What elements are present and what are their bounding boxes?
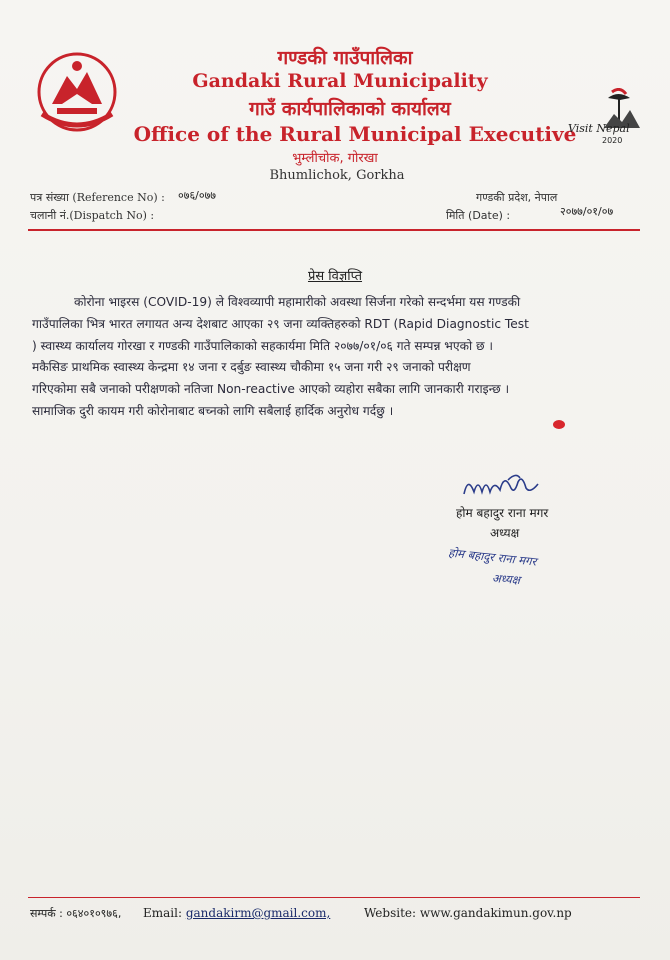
footer-divider [28,897,640,898]
office-name-np: गाउँ कार्यपालिकाको कार्यालय [249,98,451,120]
signer-name: होम बहादुर राना मगर [456,506,549,520]
reference-label: पत्र संख्या (Reference No) : [30,191,165,204]
notice-line: मकैसिङ प्राथमिक स्वास्थ्य केन्द्रमा १४ जना र दर्बुङ स्वास्थ्य चौकीमा १५ जना गरी २९ जनाको परीक्षण [32,360,471,375]
notice-line: ) स्वास्थ्य कार्यालय गोरखा र गण्डकी गाउँपालिकाको सहकार्यमा मिति २०७७/०१/०६ गते सम्पन्न भएको छ । [32,338,494,353]
date-label: मिति (Date) : [446,209,511,222]
footer-contact [30,906,650,921]
red-ink-mark [553,420,565,429]
visit-nepal-logo [568,88,646,150]
address-np: भुम्लीचोक, गोरखा [292,151,378,166]
header-divider [28,229,640,231]
footer-website-link[interactable]: www.gandakimun.gov.np [419,906,572,920]
stamp-designation: अध्यक्ष [491,571,521,587]
reference-number-value: ०७६/०७७ [178,189,217,202]
handwritten-signature [460,468,550,504]
footer-website-label: Website: [363,906,417,920]
dispatch-label: चलानी नं.(Dispatch No) : [30,209,155,222]
province-label: गण्डकी प्रदेश, नेपाल [476,191,558,204]
notice-title: प्रेस विज्ञप्ति [307,269,363,284]
footer-email-link[interactable]: gandakirm@gmail.com, [185,906,331,920]
visit-logo-year: 2020 [602,136,623,145]
visit-logo-text: Visit Nepal [568,122,630,135]
notice-line: कोरोना भाइरस (COVID-19) ले विश्वव्यापी महामारीको अवस्था सिर्जना गरेको सन्दर्भमा यस गण्डकी [74,295,521,309]
footer-phone: सम्पर्क : ०६४०१०९७६, [30,907,122,920]
address-en: Bhumlichok, Gorkha [269,168,405,183]
municipality-name-np: गण्डकी गाउँपालिका [277,47,413,69]
notice-body [32,292,644,423]
signer-designation: अध्यक्ष [490,526,520,540]
notice-line: सामाजिक दुरी कायम गरी कोरोनाबाट बच्नको लागि सबैलाई हार्दिक अनुरोध गर्दछु । [32,403,394,418]
notice-line: गाउँपालिका भित्र भारत लगायत अन्य देशबाट आएका २९ जना व्यक्तिहरुको RDT (Rapid Diagnostic Test [32,316,529,331]
footer-email-label: Email: [142,906,182,920]
stamp-name: होम बहादुर राना मगर [447,545,538,569]
municipality-name-en: Gandaki Rural Municipality [192,70,488,92]
office-name-en: Office of the Rural Municipal Executive [133,122,577,146]
date-value: २०७७/०१/०७ [560,205,614,218]
notice-line: गरिएकोमा सबै जनाको परीक्षणको नतिजा Non-reactive आएको व्यहोरा सबैका लागि जानकारी गराइन्छ । [32,382,510,397]
